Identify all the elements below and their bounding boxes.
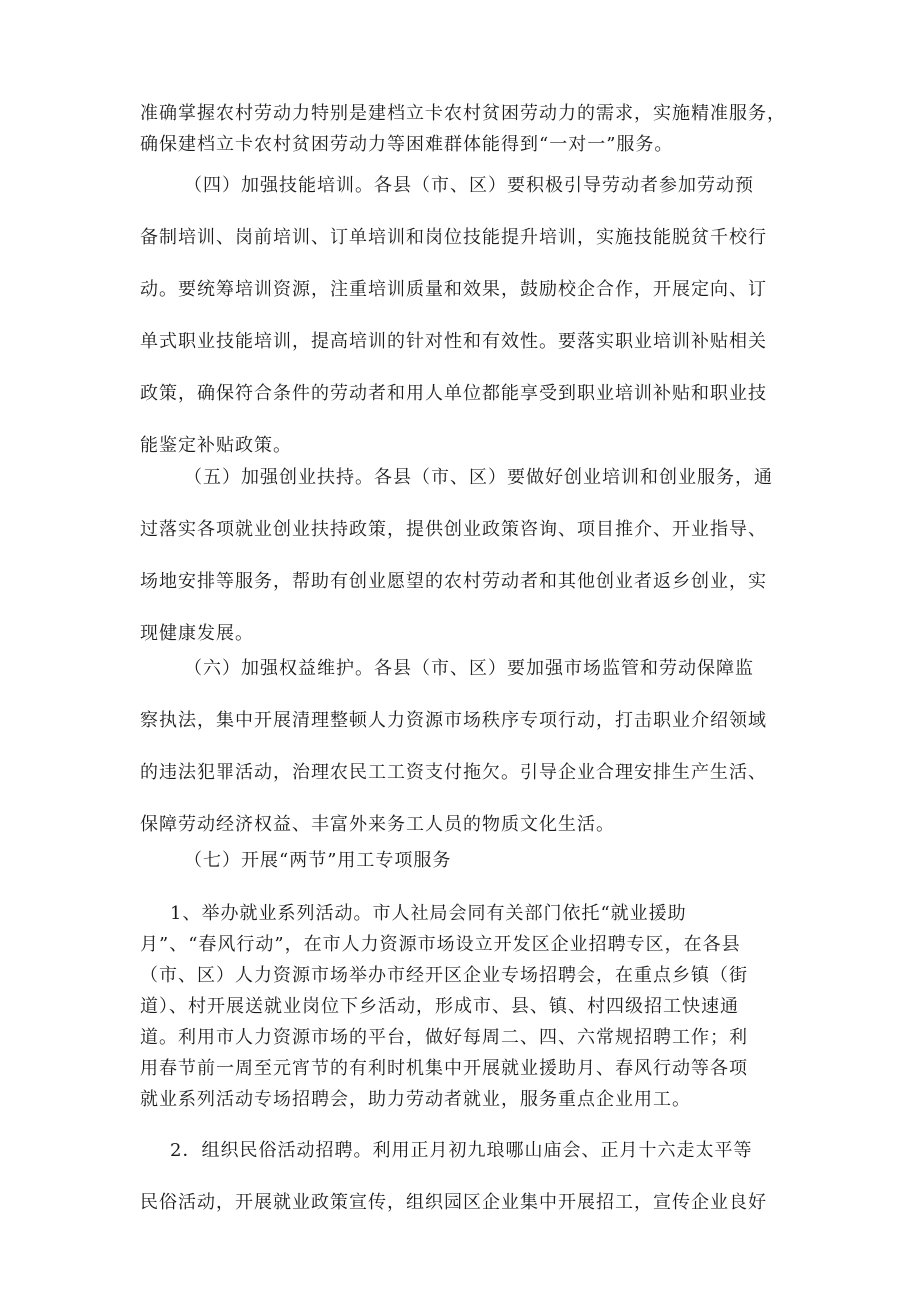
text-line: 单式职业技能培训，提高培训的针对性和有效性。要落实职业培训补贴相关 xyxy=(140,331,767,352)
paragraph-skills-training xyxy=(140,160,795,472)
text-line: 场地安排等服务，帮助有创业愿望的农村劳动者和其他创业者返乡创业，实 xyxy=(140,571,767,592)
text-line: 确保建档立卡农村贫困劳动力等困难群体能得到“一对一”服务。 xyxy=(140,134,674,155)
text-line: （七）开展“两节”用工专项服务 xyxy=(184,850,452,871)
text-line: 准确掌握农村劳动力特别是建档立卡农村贫困劳动力的需求，实施精准服务， xyxy=(140,103,786,124)
text-line: 道。利用市人力资源市场的平台，做好每周二、四、六常规招聘工作；利 xyxy=(140,1027,748,1048)
text-line: 道）、村开展送就业岗位下乡活动，形成市、县、镇、村四级招工快速通 xyxy=(140,996,739,1017)
text-line: 的违法犯罪活动，治理农民工工资支付拖欠。引导企业合理安排生产生活、 xyxy=(140,762,767,783)
text-line: 察执法，集中开展清理整顿人力资源市场秩序专项行动，打击职业介绍领域 xyxy=(140,710,767,731)
paragraph-employment-activities xyxy=(140,898,795,1115)
text-line: （五）加强创业扶持。各县（市、区）要做好创业培训和创业服务，通 xyxy=(184,467,773,488)
text-line: 用春节前一周至元宵节的有利时机集中开展就业援助月、春风行动等各项 xyxy=(140,1058,748,1079)
text-line: 备制培训、岗前培训、订单培训和岗位技能提升培训，实施技能脱贫千校行 xyxy=(140,227,767,248)
text-line: 保障劳动经济权益、丰富外来务工人员的物质文化生活。 xyxy=(140,814,615,835)
text-line: 月”、“春风行动”，在市人力资源市场设立开发区企业招聘专区，在各县 xyxy=(140,934,741,955)
text-line: 政策，确保符合条件的劳动者和用人单位都能享受到职业培训补贴和职业技 xyxy=(140,383,767,404)
text-line: 1、举办就业系列活动。市人社局会同有关部门依托“就业援助 xyxy=(170,903,687,924)
paragraph-folk-activity-recruitment xyxy=(140,1125,795,1229)
text-line: 现健康发展。 xyxy=(140,623,254,644)
text-line: 能鉴定补贴政策。 xyxy=(140,435,292,456)
text-line: （六）加强权益维护。各县（市、区）要加强市场监管和劳动保障监 xyxy=(184,658,754,679)
text-line: 民俗活动，开展就业政策宣传，组织园区企业集中开展招工，宣传企业良好 xyxy=(140,1192,767,1213)
section-heading-holiday-employment xyxy=(140,835,795,887)
text-line: 2．组织民俗活动招聘。利用正月初九琅哪山庙会、正月十六走太平等 xyxy=(170,1140,753,1161)
paragraph-rights-protection xyxy=(140,643,795,851)
paragraph-entrepreneurship-support xyxy=(140,452,795,660)
text-line: 就业系列活动专场招聘会，助力劳动者就业，服务重点企业用工。 xyxy=(140,1089,691,1110)
text-line: （四）加强技能培训。各县（市、区）要积极引导劳动者参加劳动预 xyxy=(184,175,754,196)
text-line: 过落实各项就业创业扶持政策，提供创业政策咨询、项目推介、开业指导、 xyxy=(140,519,767,540)
text-line: （市、区）人力资源市场举办市经开区企业专场招聘会，在重点乡镇（街 xyxy=(140,965,748,986)
paragraph-continuation xyxy=(140,98,795,160)
text-line: 动。要统筹培训资源，注重培训质量和效果，鼓励校企合作，开展定向、订 xyxy=(140,279,767,300)
